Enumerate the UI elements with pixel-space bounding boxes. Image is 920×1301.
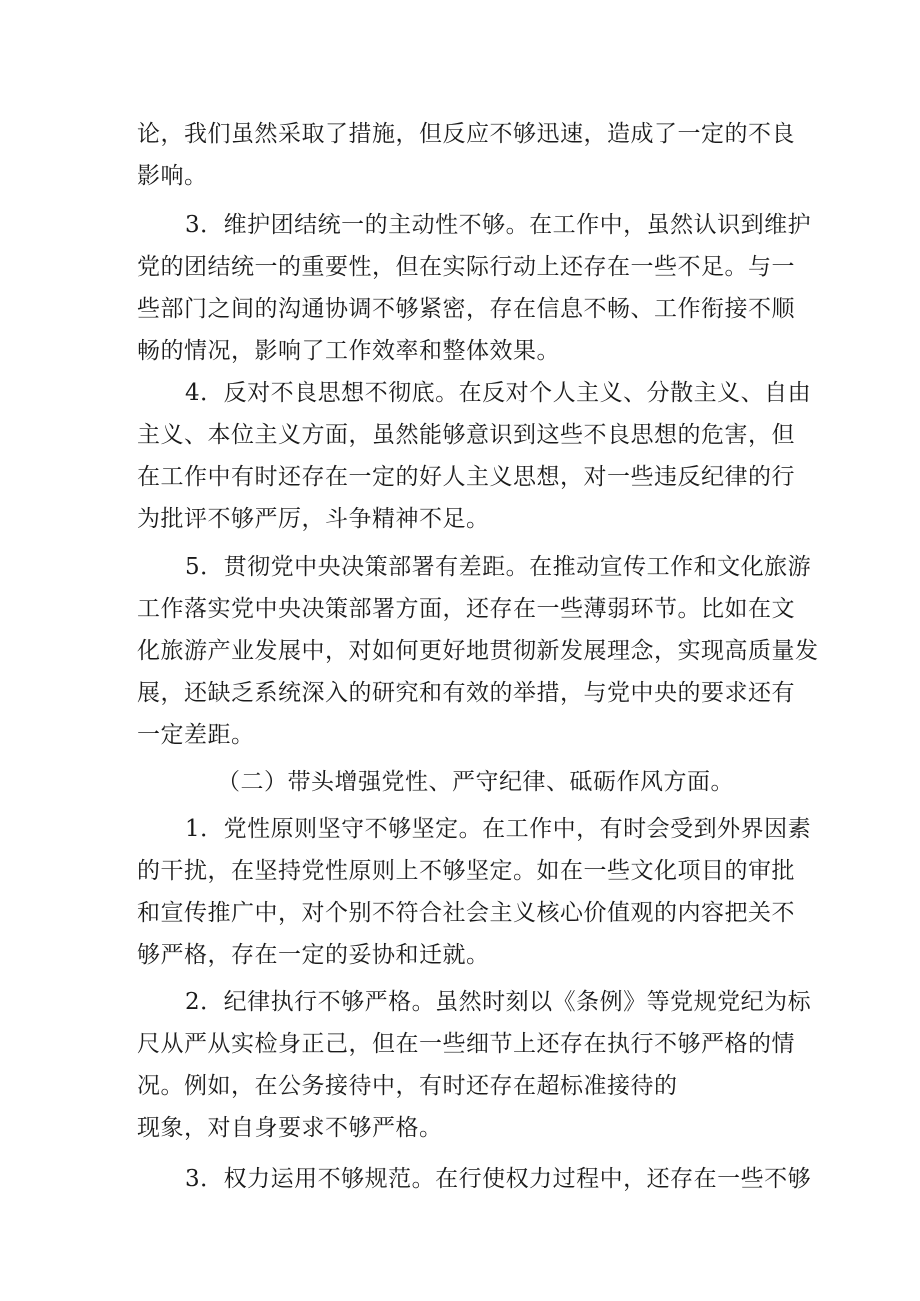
text-line: 些部门之间的沟通协调不够紧密，存在信息不畅、工作衔接不顺: [137, 296, 795, 322]
text-line: 一定差距。: [137, 722, 255, 748]
text-line: 和宣传推广中，对个别不符合社会主义核心价值观的内容把关不: [137, 900, 795, 926]
text-line: 况。例如，在公务接待中，有时还存在超标准接待的: [137, 1073, 678, 1099]
text-line: 现象，对自身要求不够严格。: [137, 1115, 443, 1141]
text-line: 1．党性原则坚守不够坚定。在工作中，有时会受到外界因素: [185, 816, 812, 842]
text-line: 党的团结统一的重要性，但在实际行动上还存在一些不足。与一: [137, 254, 795, 280]
text-line: 4．反对不良思想不彻底。在反对个人主义、分散主义、自由: [185, 380, 812, 406]
text-line: 3．权力运用不够规范。在行使权力过程中，还存在一些不够: [185, 1166, 812, 1192]
text-line: 在工作中有时还存在一定的好人主义思想，对一些违反纪律的行: [137, 464, 795, 490]
text-line: 2．纪律执行不够严格。虽然时刻以《条例》等党规党纪为标: [185, 989, 812, 1015]
text-line: 畅的情况，影响了工作效率和整体效果。: [137, 338, 560, 364]
text-line: 论，我们虽然采取了措施，但反应不够迅速，造成了一定的不良: [137, 121, 795, 147]
text-line: 展，还缺乏系统深入的研究和有效的举措，与党中央的要求还有: [137, 680, 795, 706]
text-line: 影响。: [137, 163, 208, 189]
text-line: 工作落实党中央决策部署方面，还存在一些薄弱环节。比如在文: [137, 596, 795, 622]
text-line: 为批评不够严厉，斗争精神不足。: [137, 506, 490, 532]
text-line: 主义、本位主义方面，虽然能够意识到这些不良思想的危害，但: [137, 422, 795, 448]
text-line: 化旅游产业发展中，对如何更好地贯彻新发展理念，实现高质量发: [137, 638, 819, 664]
text-line: 5．贯彻党中央决策部署有差距。在推动宣传工作和文化旅游: [185, 554, 812, 580]
text-line: 够严格，存在一定的妥协和迁就。: [137, 942, 490, 968]
text-line: 3．维护团结统一的主动性不够。在工作中，虽然认识到维护: [185, 212, 812, 238]
section-heading: （二）带头增强党性、严守纪律、砥砺作风方面。: [217, 769, 734, 795]
text-line: 尺从严从实检身正己，但在一些细节上还存在执行不够严格的情: [137, 1031, 795, 1057]
text-line: 的干扰，在坚持党性原则上不够坚定。如在一些文化项目的审批: [137, 858, 795, 884]
